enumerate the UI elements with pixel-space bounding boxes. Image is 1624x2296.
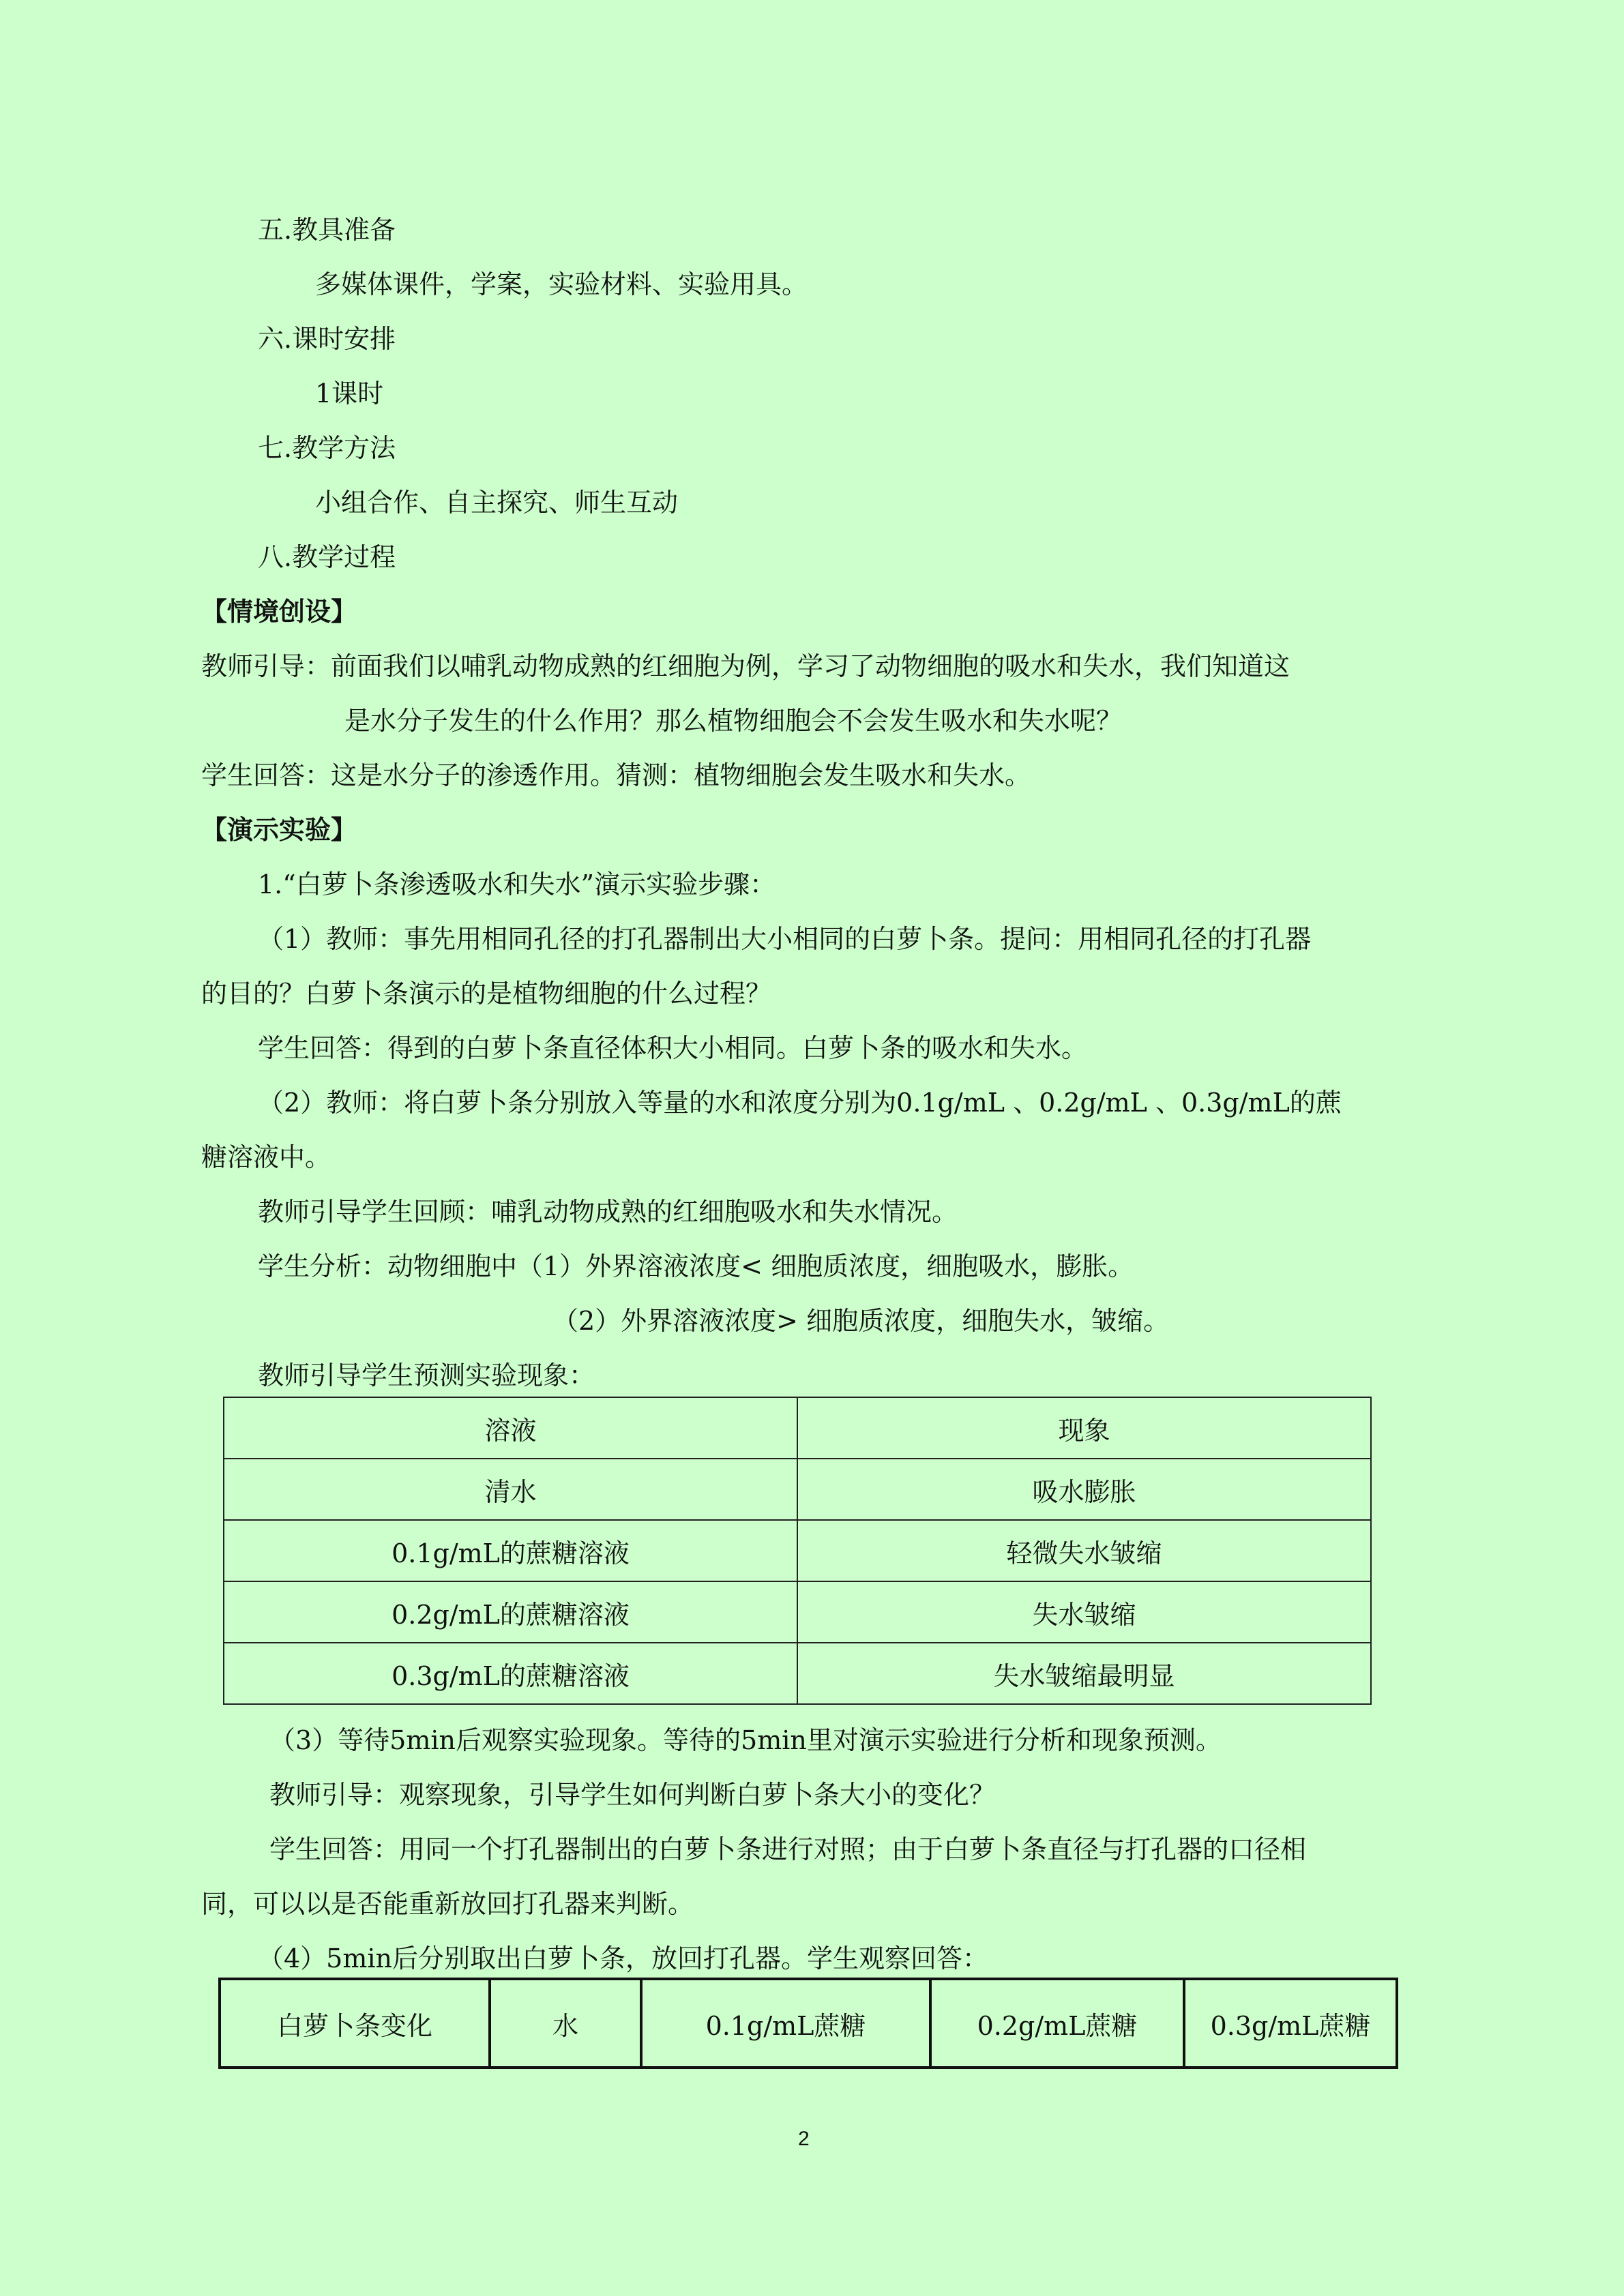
section-6-body: 1课时 bbox=[315, 378, 384, 408]
table-cell: 吸水膨胀 bbox=[797, 1459, 1371, 1520]
scene-student-answer: 学生回答：这是水分子的渗透作用。猜测：植物细胞会发生吸水和失水。 bbox=[201, 760, 1031, 790]
demo-step2-line1: （2）教师：将白萝卜条分别放入等量的水和浓度分别为0.1g/mL 、0.2g/mL 、0.3g/mL的蔗 bbox=[258, 1088, 1342, 1118]
demo-step1-answer: 学生回答：得到的白萝卜条直径体积大小相同。白萝卜条的吸水和失水。 bbox=[258, 1033, 1088, 1063]
table-row bbox=[224, 1520, 1371, 1581]
table-header-cell: 溶液 bbox=[224, 1397, 797, 1459]
demo-step3-guide: 教师引导：观察现象，引导学生如何判断白萝卜条大小的变化？ bbox=[269, 1780, 996, 1810]
table-cell: 失水皱缩 bbox=[797, 1581, 1371, 1643]
section-5-heading: 五.教具准备 bbox=[258, 215, 396, 245]
table-row bbox=[224, 1581, 1371, 1643]
table-cell: 0.1g/mL蔗糖 bbox=[641, 1979, 930, 2068]
demo-step2-predict: 教师引导学生预测实验现象： bbox=[258, 1360, 595, 1390]
scene-title: 【情境创设】 bbox=[201, 597, 357, 627]
table-cell: 0.2g/mL蔗糖 bbox=[930, 1979, 1184, 2068]
demo-step1-line2: 的目的？白萝卜条演示的是植物细胞的什么过程？ bbox=[201, 979, 772, 1009]
section-7-heading: 七.教学方法 bbox=[258, 433, 396, 463]
demo-title: 【演示实验】 bbox=[201, 815, 357, 845]
section-7-body: 小组合作、自主探究、师生互动 bbox=[315, 488, 679, 518]
page-number: 2 bbox=[798, 2128, 810, 2150]
section-8-heading: 八.教学过程 bbox=[258, 542, 396, 572]
table-row bbox=[220, 1979, 1397, 2068]
table-row bbox=[224, 1643, 1371, 1704]
prediction-table bbox=[223, 1397, 1372, 1705]
demo-step1-line1: （1）教师：事先用相同孔径的打孔器制出大小相同的白萝卜条。提问：用相同孔径的打孔器 bbox=[258, 924, 1312, 954]
demo-step4-line: （4）5min后分别取出白萝卜条，放回打孔器。学生观察回答： bbox=[258, 1943, 989, 1973]
table-header-cell: 现象 bbox=[797, 1397, 1371, 1459]
table-row bbox=[224, 1459, 1371, 1520]
demo-step2-analysis2: （2）外界溶液浓度> 细胞质浓度，细胞失水，皱缩。 bbox=[552, 1306, 1170, 1336]
scene-teacher-line1: 教师引导：前面我们以哺乳动物成熟的红细胞为例，学习了动物细胞的吸水和失水，我们知道这 bbox=[201, 651, 1290, 681]
section-5-body: 多媒体课件，学案，实验材料、实验用具。 bbox=[315, 269, 808, 299]
table-cell: 0.3g/mL的蔗糖溶液 bbox=[224, 1643, 797, 1704]
demo-step2-review: 教师引导学生回顾：哺乳动物成熟的红细胞吸水和失水情况。 bbox=[258, 1197, 958, 1227]
table-cell: 轻微失水皱缩 bbox=[797, 1520, 1371, 1581]
demo-step-title: 1.“白萝卜条渗透吸水和失水”演示实验步骤： bbox=[258, 869, 776, 899]
section-6-heading: 六.课时安排 bbox=[258, 324, 396, 354]
demo-step3-answer2: 同，可以以是否能重新放回打孔器来判断。 bbox=[201, 1889, 694, 1919]
demo-step3-line1: （3）等待5min后观察实验现象。等待的5min里对演示实验进行分析和现象预测。 bbox=[269, 1725, 1222, 1755]
observation-table bbox=[218, 1978, 1398, 2069]
table-cell: 失水皱缩最明显 bbox=[797, 1643, 1371, 1704]
scene-teacher-line2: 是水分子发生的什么作用？那么植物细胞会不会发生吸水和失水呢？ bbox=[344, 706, 1123, 736]
table-cell: 清水 bbox=[224, 1459, 797, 1520]
demo-step2-line2: 糖溶液中。 bbox=[201, 1142, 331, 1172]
table-cell: 0.1g/mL的蔗糖溶液 bbox=[224, 1520, 797, 1581]
table-cell: 水 bbox=[490, 1979, 641, 2068]
table-cell: 白萝卜条变化 bbox=[220, 1979, 490, 2068]
table-header-row bbox=[224, 1397, 1371, 1459]
table-cell: 0.3g/mL蔗糖 bbox=[1184, 1979, 1397, 2068]
demo-step2-analysis1: 学生分析：动物细胞中（1）外界溶液浓度< 细胞质浓度，细胞吸水，膨胀。 bbox=[258, 1251, 1134, 1281]
demo-step3-answer1: 学生回答：用同一个打孔器制出的白萝卜条进行对照；由于白萝卜条直径与打孔器的口径相 bbox=[269, 1834, 1307, 1864]
table-cell: 0.2g/mL的蔗糖溶液 bbox=[224, 1581, 797, 1643]
